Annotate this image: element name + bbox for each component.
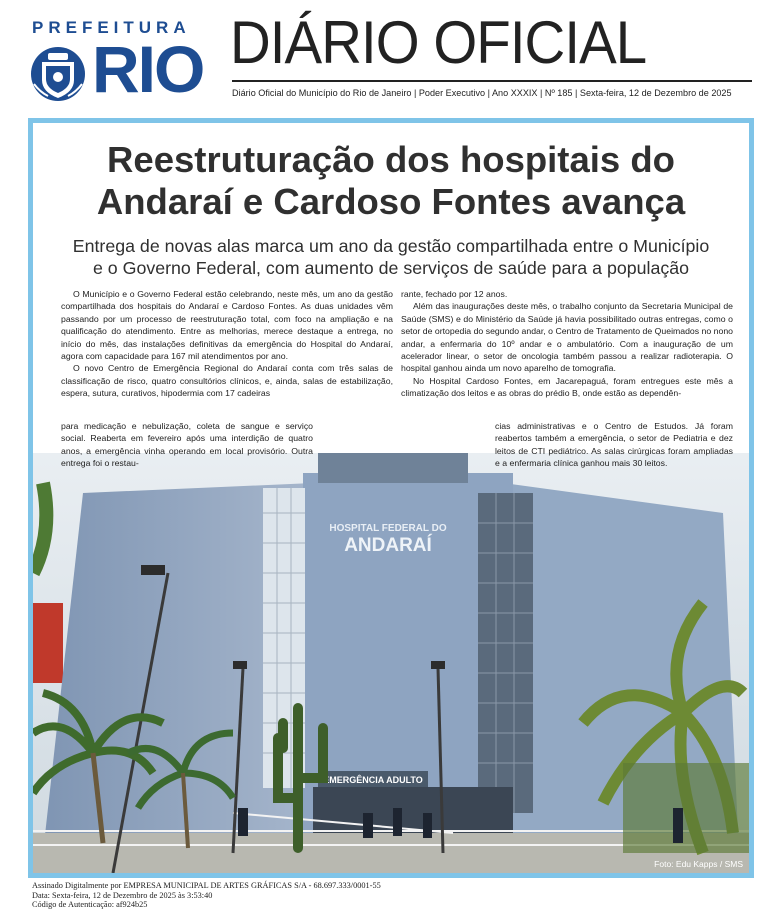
sign-emergencia-adulto: EMERGÊNCIA ADULTO bbox=[323, 775, 423, 785]
article-column-1 bbox=[61, 288, 393, 400]
newspaper-title: DIÁRIO OFICIAL bbox=[230, 9, 647, 76]
article-headline bbox=[33, 139, 749, 223]
signature-line: Assinado Digitalmente por EMPRESA MUNICIPAL DE ARTES GRÁFICAS S/A - 68.697.333/0001-55 bbox=[32, 881, 381, 890]
column-1-paragraph-2: O novo Centro de Emergência Regional do Andaraí conta com três salas de classificação de risco, quatro consultórios clínicos, e, ainda, salas de estabilização, espera, sutura, curativos, hipodermia com 17 cadeiras bbox=[61, 363, 393, 399]
headline-line-1: Reestruturação dos hospitais do bbox=[107, 139, 675, 180]
authentication-code: Código de Autenticação: af924b25 bbox=[32, 900, 148, 910]
photo-credit: Foto: Edu Kapps / SMS bbox=[654, 859, 743, 869]
article-panel bbox=[33, 123, 749, 873]
article-column-2-continuation bbox=[495, 420, 733, 470]
column-2-paragraph-2: No Hospital Cardoso Fontes, em Jacarepaguá, foram entregues este mês a climatização dos leitos e as obras do prédio B, onde estão as dependên- bbox=[401, 375, 733, 399]
glass-column-right bbox=[478, 493, 533, 813]
logo-prefeitura-text: PREFEITURA bbox=[32, 18, 191, 37]
column-1-wrap-text: para medicação e nebulização, coleta de sangue e serviço social. Reaberta em fevereiro após uma interdição de quatro anos, a emergência vinha operando em local provisório. Outra entrega foi o restau- bbox=[61, 421, 313, 469]
article-subheadline bbox=[33, 235, 749, 279]
masthead bbox=[0, 0, 780, 112]
article-frame bbox=[28, 118, 754, 878]
sign-hospital-federal: HOSPITAL FEDERAL DO bbox=[329, 523, 447, 534]
rooftop-structure bbox=[318, 453, 468, 483]
column-2-paragraph-0: rante, fechado por 12 anos. bbox=[401, 289, 508, 299]
headline-line-2: Andaraí e Cardoso Fontes avança bbox=[96, 181, 686, 222]
column-2-wrap-text: cias administrativas e o Centro de Estudos. Já foram reabertos também a emergência, o setor de Pediatria e dez leitos de CTI pediátrico. As salas cirúrgicas foram ampliadas e a enfermaria clínica ganhou mais 30 leitos. bbox=[495, 421, 733, 469]
prefeitura-rio-logo bbox=[28, 18, 223, 106]
sign-andarai: ANDARAÍ bbox=[344, 535, 432, 556]
subhead-line-1: Entrega de novas alas marca um ano da gestão compartilhada entre o Município bbox=[72, 236, 710, 256]
title-divider bbox=[232, 80, 752, 82]
article-column-1-continuation bbox=[61, 420, 313, 470]
column-2-paragraph-1: Além das inaugurações deste mês, o trabalho conjunto da Secretaria Municipal de Saúde (SMS) e do Ministério da Saúde já havia possibilitado outras entregas, como o setor de ortopedia do segundo andar, o Centro de Tratamento de Queimados no nono andar, a enfermaria do 10º andar e o ambulatório. Com a inauguração de um acelerador linear, o setor de oncologia também passou a realizar radioterapia. O hospital ganhou ainda um novo aparelho de tomografia. bbox=[401, 301, 733, 374]
hospital-photo bbox=[33, 453, 749, 873]
subhead-line-2: e o Governo Federal, com aumento de serviços de saúde para a população bbox=[92, 258, 690, 278]
article-column-2 bbox=[401, 288, 733, 400]
digital-signature-footer bbox=[32, 881, 381, 910]
coat-of-arms-icon bbox=[28, 44, 88, 104]
red-building bbox=[33, 603, 63, 683]
column-1-paragraph-1: O Município e o Governo Federal estão celebrando, neste mês, um ano da gestão compartilhada dos hospitais do Andaraí e Cardoso Fontes. As duas unidades vêm passando por um processo de reestruturação total, com foco na ampliação e na qualificação do atendimento. Entre as melhorias, merece destaque a entrega, no início do mês, das instalações definitivas da emergência do Hospital do Andaraí, agora com capacidade para 167 mil atendimentos por ano. bbox=[61, 289, 393, 362]
logo-rio-text: RIO bbox=[92, 32, 204, 106]
signature-date: Data: Sexta-feira, 12 de Dezembro de 2025 às 3:53:40 bbox=[32, 890, 213, 900]
issue-dateline: Diário Oficial do Município do Rio de Janeiro | Poder Executivo | Ano XXXIX | Nº 185 | Sexta-feira, 12 de Dezembro de 2025 bbox=[232, 88, 732, 98]
